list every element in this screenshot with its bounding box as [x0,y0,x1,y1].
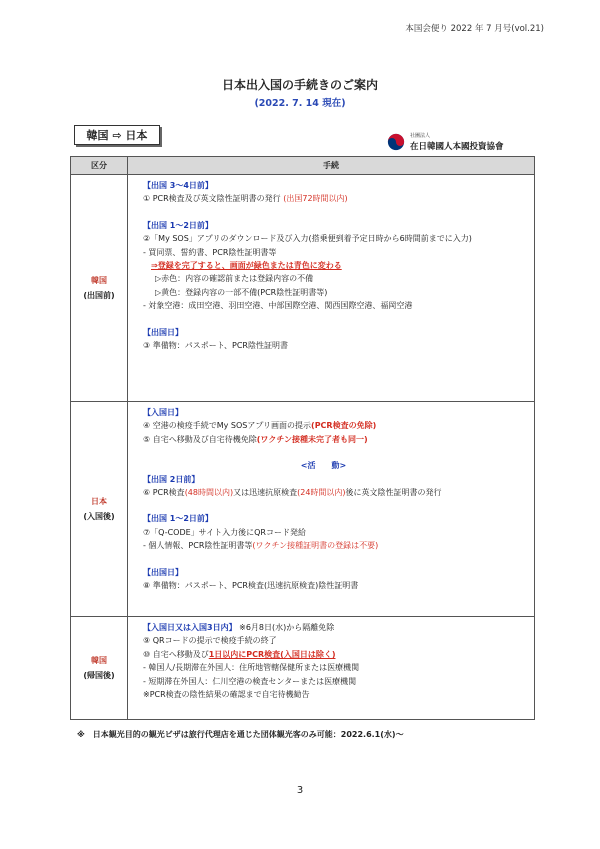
procedure-item: ① PCR検査及び英文陰性証明書の発行 (出国72時間以内) [143,194,348,204]
procedure-item: ⑥ PCR検査(48時間以内)又は迅速抗原検査(24時間以内)後に英文陰性証明書の発行 [143,488,442,498]
table-row [71,402,535,617]
procedure-item: ⑧ 準備物：パスポート、PCR検査(迅速抗原検査)陰性証明書 [143,581,359,591]
table-row [71,617,535,720]
table-row [71,175,535,402]
procedure-item: ④ 空港の検疫手続でMy SOSアプリ画面の提示(PCR検査の免除) [143,421,377,431]
procedure-item: - 短期滞在外国人：仁川空港の検査センターまたは医療機関 [143,676,357,686]
taegeuk-logo-icon [387,133,405,151]
column-header-procedure: 手続 [128,157,535,175]
section-heading: 【入国日】 [143,408,183,417]
association-logo [385,131,525,151]
procedure-item: ⑦「Q-CODE」サイト入力後にQRコード発給 [143,527,306,537]
category-cell-korea-return [71,617,128,720]
route-label: 韓国 ⇨ 日本 [74,125,160,145]
category-subtitle: (帰国後) [83,671,115,680]
procedure-item: ②「My SOS」アプリのダウンロード及び入力(搭乗便到着予定日時から6時間前までに入力) [143,234,472,244]
category-name: 日本 [91,497,107,506]
procedure-item: ③ 準備物：パスポート、PCR陰性証明書 [143,341,288,351]
procedure-item: - 対象空港：成田空港、羽田空港、中部国際空港、関西国際空港、福岡空港 [143,301,413,311]
procedure-item: - 韓国人/長期滞在外国人：住所地管轄保健所または医療機関 [143,663,360,673]
procedure-note: ※PCR検査の陰性結果の確認まで自宅待機勧告 [143,690,310,700]
section-heading: 【出国 1～2日前】 [143,220,213,230]
procedure-item: - 個人情報、PCR陰性証明書等(ワクチン接種証明書の登録は不要) [143,541,379,551]
procedure-cell-japan-entry [128,402,535,617]
section-heading: 【出国 1～2日前】 [143,514,213,524]
section-heading: 【入国日又は入国3日内】 ※6月8日(水)から隔離免除 [143,623,335,632]
procedure-item: ⑩ 自宅へ移動及び1日以内にPCR検査(入国日は除く) [143,649,336,659]
activity-heading: <活 動> [300,461,347,471]
procedure-cell-korea-return [128,617,535,720]
procedure-item: ⑤ 自宅へ移動及び自宅待機免除(ワクチン接種未完了者も同一) [143,434,368,444]
category-subtitle: (出国前) [83,291,115,300]
category-subtitle: (入国後) [83,512,115,521]
procedure-item: ⑨ QRコードの提示で検疫手続の終了 [143,636,277,646]
column-header-category: 区分 [71,157,128,175]
newsletter-issue-note: 本国会便り 2022 年 7 月号(vol.21) [405,24,544,34]
page-title: 日本出入国の手続きのご案内 [221,78,378,92]
procedure-item: - 買同票、誓約書、PCR陰性証明書等 [143,247,277,257]
category-name: 韓国 [91,276,107,285]
procedure-table [70,156,535,720]
section-heading: 【出国日】 [143,327,183,337]
footnote: ※ 日本観光目的の観光ビザは旅行代理店を通じた団体観光客のみ可能：2022.6.1(水)～ [77,730,404,739]
category-cell-korea-departure [71,175,128,402]
procedure-note: ⇒登録を完了すると、画面が緑色または青色に変わる [151,261,342,271]
procedure-item: ▷黄色：登録内容の一部不備(PCR陰性証明書等) [155,287,328,297]
category-cell-japan-entry [71,402,128,617]
as-of-date: (2022. 7. 14 現在) [254,98,346,109]
category-name: 韓国 [91,656,107,665]
section-heading: 【出国 2日前】 [143,474,200,484]
procedure-item: ▷赤色：内容の確認前または登録内容の不備 [155,274,314,284]
logo-subtitle: 社團法人 [410,133,431,139]
logo-organization-name: 在日韓國人本國投資協會 [410,142,504,152]
section-heading: 【出国 3～4日前】 [143,181,213,190]
page-number: 3 [296,785,304,796]
procedure-cell-korea-departure [128,175,535,402]
table-header-row [71,157,535,175]
section-heading: 【出国日】 [143,567,183,577]
